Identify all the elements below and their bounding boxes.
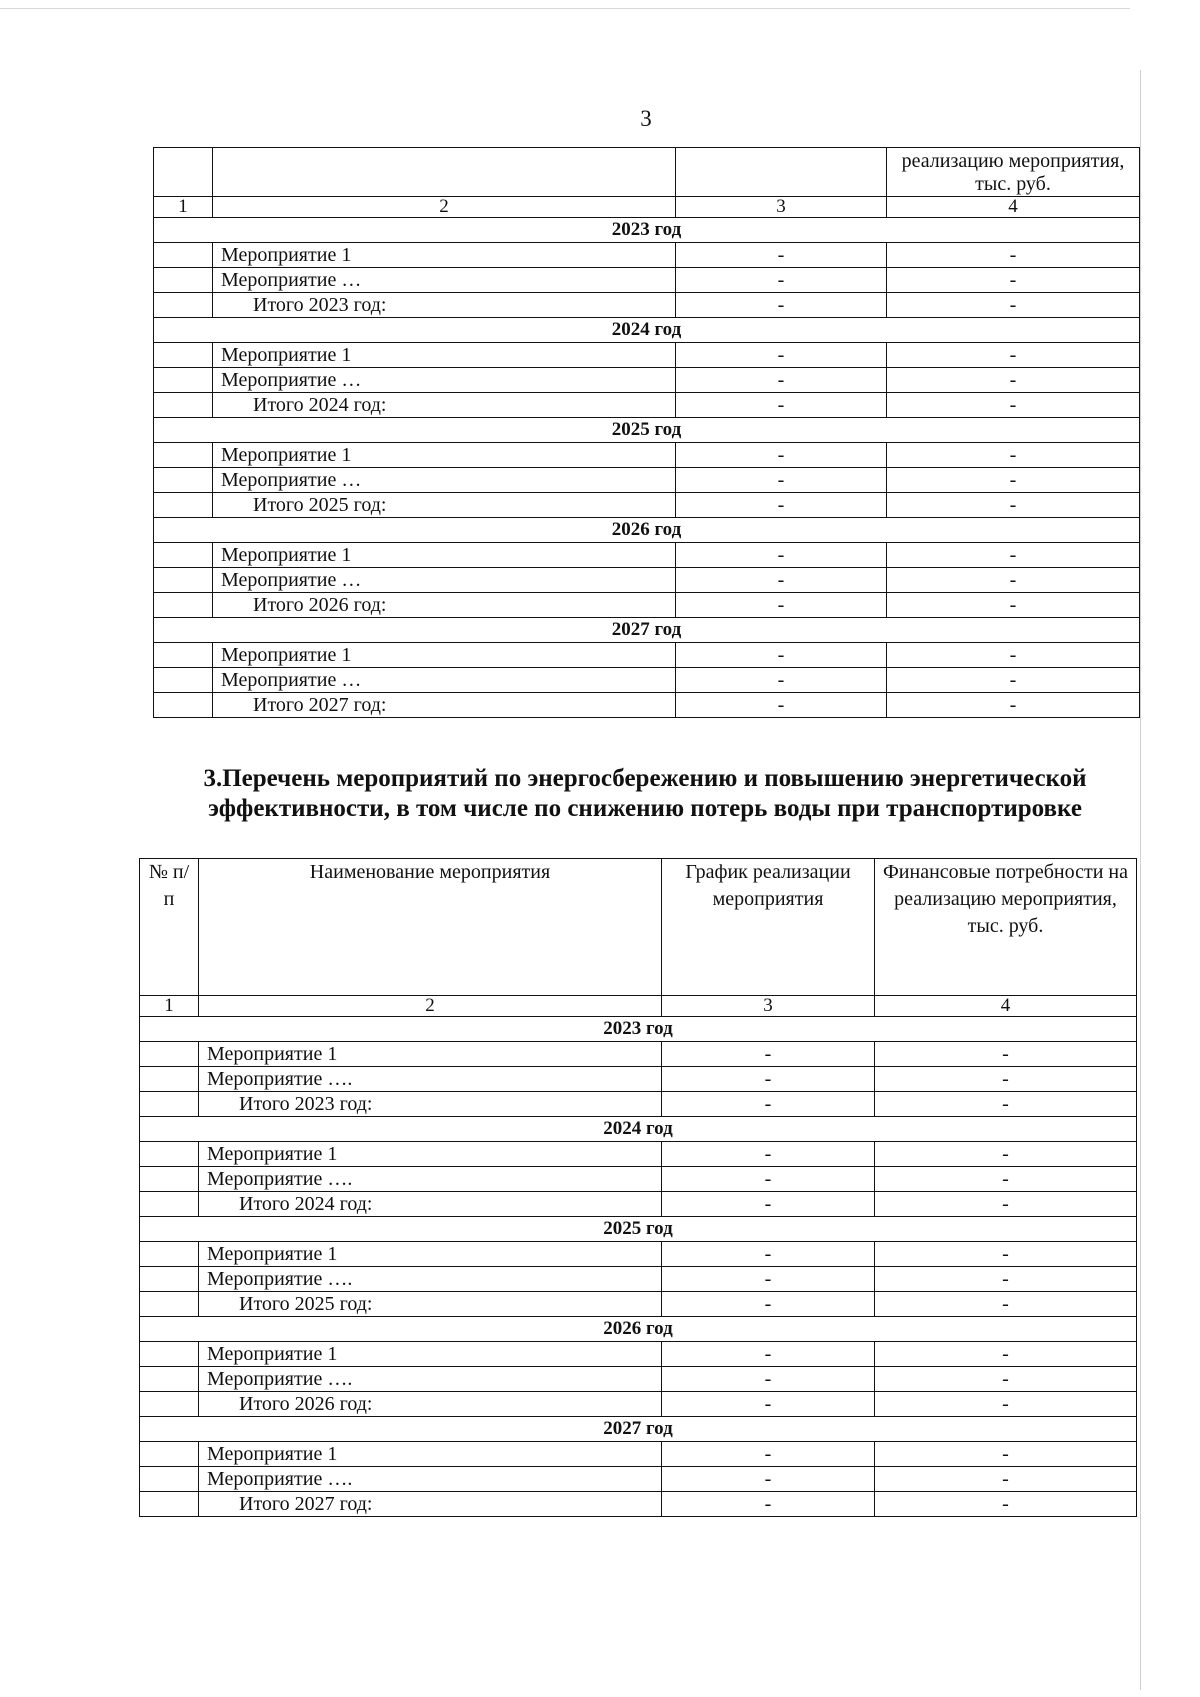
schedule-cell: - [676,643,887,668]
section-3-title: 3.Перечень мероприятий по энергосбережению и повышению энергетической эффективности, в том числе по снижению потерь воды при транспортировке [203,765,1087,822]
measure-name-cell: Мероприятие 1 [199,1342,662,1367]
total-name-cell: Итого 2025 год: [213,493,676,518]
schedule-cell: - [676,243,887,268]
row-number-cell [154,668,213,693]
year-header-row [154,518,1140,543]
financial-cell: - [875,1067,1137,1092]
table-row [140,1292,1137,1317]
schedule-cell: - [662,1442,875,1467]
row-number-cell [140,1242,199,1267]
year-header-row [154,418,1140,443]
schedule-cell: - [662,1092,875,1117]
financial-cell: - [887,468,1140,493]
table-row [140,1367,1137,1392]
row-number-cell [154,543,213,568]
year-header-row [140,1217,1137,1242]
year-header-row [154,318,1140,343]
row-number-cell [140,1067,199,1092]
row-number-cell [140,1392,199,1417]
year-header-row [140,1017,1137,1042]
schedule-cell: - [662,1042,875,1067]
row-number-cell [140,1492,199,1517]
table-row [154,643,1140,668]
measure-name-cell: Мероприятие … [213,268,676,293]
year-label: 2027 год [140,1417,1137,1442]
schedule-cell: - [662,1367,875,1392]
financial-cell: - [875,1342,1137,1367]
table-row [154,468,1140,493]
row-number-cell [140,1042,199,1067]
header-measure-name: Наименование мероприятия [199,859,662,996]
financial-cell: - [875,1367,1137,1392]
schedule-cell: - [662,1342,875,1367]
total-name-cell: Итого 2027 год: [199,1492,662,1517]
measure-name-cell: Мероприятие 1 [199,1142,662,1167]
table-row [154,268,1140,293]
table-row [154,368,1140,393]
row-number-cell [140,1167,199,1192]
measure-name-cell: Мероприятие 1 [213,543,676,568]
row-number-cell [154,393,213,418]
measure-name-cell: Мероприятие 1 [199,1242,662,1267]
table1-header-cell-1 [154,148,213,197]
table-row [154,543,1140,568]
row-number-cell [140,1467,199,1492]
financial-cell: - [875,1467,1137,1492]
year-header-row [140,1117,1137,1142]
schedule-cell: - [676,393,887,418]
table1-colnum-3: 3 [676,197,887,218]
table1-header-row [154,148,1140,197]
schedule-cell: - [676,493,887,518]
financial-cell: - [887,493,1140,518]
table2-colnum-1: 1 [140,996,199,1017]
row-number-cell [154,268,213,293]
schedule-cell: - [662,1192,875,1217]
row-number-cell [154,293,213,318]
financial-cell: - [875,1242,1137,1267]
table1-colnum-1: 1 [154,197,213,218]
schedule-cell: - [662,1267,875,1292]
financial-cell: - [875,1492,1137,1517]
energy-saving-measures-table [139,858,1137,1517]
measure-name-cell: Мероприятие 1 [213,343,676,368]
row-number-cell [140,1192,199,1217]
schedule-cell: - [676,668,887,693]
total-name-cell: Итого 2026 год: [199,1392,662,1417]
measure-name-cell: Мероприятие …. [199,1167,662,1192]
total-name-cell: Итого 2023 год: [199,1092,662,1117]
scan-right-edge [1140,70,1141,1690]
row-number-cell [154,243,213,268]
year-header-row [140,1317,1137,1342]
measure-name-cell: Мероприятие 1 [199,1442,662,1467]
financial-cell: - [887,368,1140,393]
table-row [154,243,1140,268]
table-row [140,1267,1137,1292]
financial-cell: - [887,443,1140,468]
year-label: 2025 год [140,1217,1137,1242]
measure-name-cell: Мероприятие … [213,668,676,693]
table2-body [140,859,1137,1517]
row-number-cell [154,368,213,393]
financial-cell: - [887,643,1140,668]
table-row [140,1167,1137,1192]
measure-name-cell: Мероприятие 1 [213,243,676,268]
year-header-row [154,218,1140,243]
row-number-cell [154,468,213,493]
table-row [140,1142,1137,1167]
schedule-cell: - [662,1492,875,1517]
table-row [140,1242,1137,1267]
table-row [140,1492,1137,1517]
table-row [140,1042,1137,1067]
table-row [140,1092,1137,1117]
row-number-cell [140,1267,199,1292]
row-number-cell [140,1092,199,1117]
schedule-cell: - [676,443,887,468]
measure-name-cell: Мероприятие …. [199,1467,662,1492]
measure-name-cell: Мероприятие 1 [199,1042,662,1067]
financial-cell: - [887,268,1140,293]
table1-header-cell-4: реализацию мероприятия, тыс. руб. [887,148,1140,197]
row-number-cell [154,493,213,518]
row-number-cell [154,443,213,468]
schedule-cell: - [676,693,887,718]
schedule-cell: - [676,468,887,493]
total-name-cell: Итого 2027 год: [213,693,676,718]
year-label: 2023 год [140,1017,1137,1042]
measure-name-cell: Мероприятие … [213,568,676,593]
row-number-cell [154,643,213,668]
schedule-cell: - [676,593,887,618]
schedule-cell: - [676,543,887,568]
financial-cell: - [887,568,1140,593]
schedule-cell: - [676,343,887,368]
measure-name-cell: Мероприятие …. [199,1367,662,1392]
financial-cell: - [887,543,1140,568]
row-number-cell [154,343,213,368]
row-number-cell [140,1367,199,1392]
financial-cell: - [875,1192,1137,1217]
financial-cell: - [875,1442,1137,1467]
table-row [140,1392,1137,1417]
year-label: 2026 год [154,518,1140,543]
year-label: 2023 год [154,218,1140,243]
year-header-row [140,1417,1137,1442]
measure-name-cell: Мероприятие … [213,368,676,393]
row-number-cell [154,568,213,593]
schedule-cell: - [676,293,887,318]
table2-header-row [140,859,1137,996]
measure-name-cell: Мероприятие …. [199,1067,662,1092]
measure-name-cell: Мероприятие 1 [213,643,676,668]
total-name-cell: Итого 2023 год: [213,293,676,318]
table-row [154,668,1140,693]
table-row [154,443,1140,468]
measure-name-cell: Мероприятие …. [199,1267,662,1292]
schedule-cell: - [662,1242,875,1267]
total-name-cell: Итого 2026 год: [213,593,676,618]
table1-body [154,148,1140,718]
row-number-cell [140,1342,199,1367]
financial-cell: - [875,1167,1137,1192]
row-number-cell [140,1142,199,1167]
schedule-cell: - [662,1467,875,1492]
row-number-cell [154,693,213,718]
financial-cell: - [875,1267,1137,1292]
table2-colnum-3: 3 [662,996,875,1017]
schedule-cell: - [676,368,887,393]
financial-cell: - [875,1092,1137,1117]
table-row [154,593,1140,618]
table2-column-number-row [140,996,1137,1017]
year-header-row [154,618,1140,643]
table1-header-cell-2 [213,148,676,197]
financial-cell: - [875,1142,1137,1167]
total-name-cell: Итого 2024 год: [199,1192,662,1217]
measure-name-cell: Мероприятие … [213,468,676,493]
schedule-cell: - [662,1067,875,1092]
schedule-cell: - [662,1142,875,1167]
row-number-cell [140,1442,199,1467]
financial-cell: - [887,393,1140,418]
page-number: 3 [640,106,652,131]
financial-cell: - [875,1392,1137,1417]
scan-top-edge [0,8,1130,9]
row-number-cell [140,1292,199,1317]
measure-name-cell: Мероприятие 1 [213,443,676,468]
table-row [154,343,1140,368]
financial-cell: - [887,293,1140,318]
financial-cell: - [887,343,1140,368]
table1-header-cell-3 [676,148,887,197]
total-name-cell: Итого 2025 год: [199,1292,662,1317]
schedule-cell: - [662,1167,875,1192]
financial-cell: - [887,693,1140,718]
table-row [140,1342,1137,1367]
header-number: № п/п [140,859,199,996]
table1-colnum-2: 2 [213,197,676,218]
year-label: 2024 год [154,318,1140,343]
table2-colnum-2: 2 [199,996,662,1017]
schedule-cell: - [662,1392,875,1417]
row-number-cell [154,593,213,618]
table-row [140,1467,1137,1492]
total-name-cell: Итого 2024 год: [213,393,676,418]
financial-cell: - [887,668,1140,693]
table-row [154,568,1140,593]
year-label: 2027 год [154,618,1140,643]
schedule-cell: - [676,568,887,593]
table-row [154,693,1140,718]
schedule-cell: - [676,268,887,293]
table-row [140,1192,1137,1217]
year-label: 2026 год [140,1317,1137,1342]
financial-cell: - [875,1042,1137,1067]
table1-colnum-4: 4 [887,197,1140,218]
table-row [154,393,1140,418]
header-financial-needs: Финансовые потребности на реализацию мероприятия, тыс. руб. [875,859,1137,996]
header-schedule: График реализации мероприятия [662,859,875,996]
financial-cell: - [887,593,1140,618]
table2-colnum-4: 4 [875,996,1137,1017]
financial-cell: - [887,243,1140,268]
year-label: 2024 год [140,1117,1137,1142]
table-row [140,1442,1137,1467]
measures-table-continued [153,147,1140,718]
table-row [154,493,1140,518]
table1-column-number-row [154,197,1140,218]
table-row [140,1067,1137,1092]
financial-cell: - [875,1292,1137,1317]
year-label: 2025 год [154,418,1140,443]
table-row [154,293,1140,318]
schedule-cell: - [662,1292,875,1317]
